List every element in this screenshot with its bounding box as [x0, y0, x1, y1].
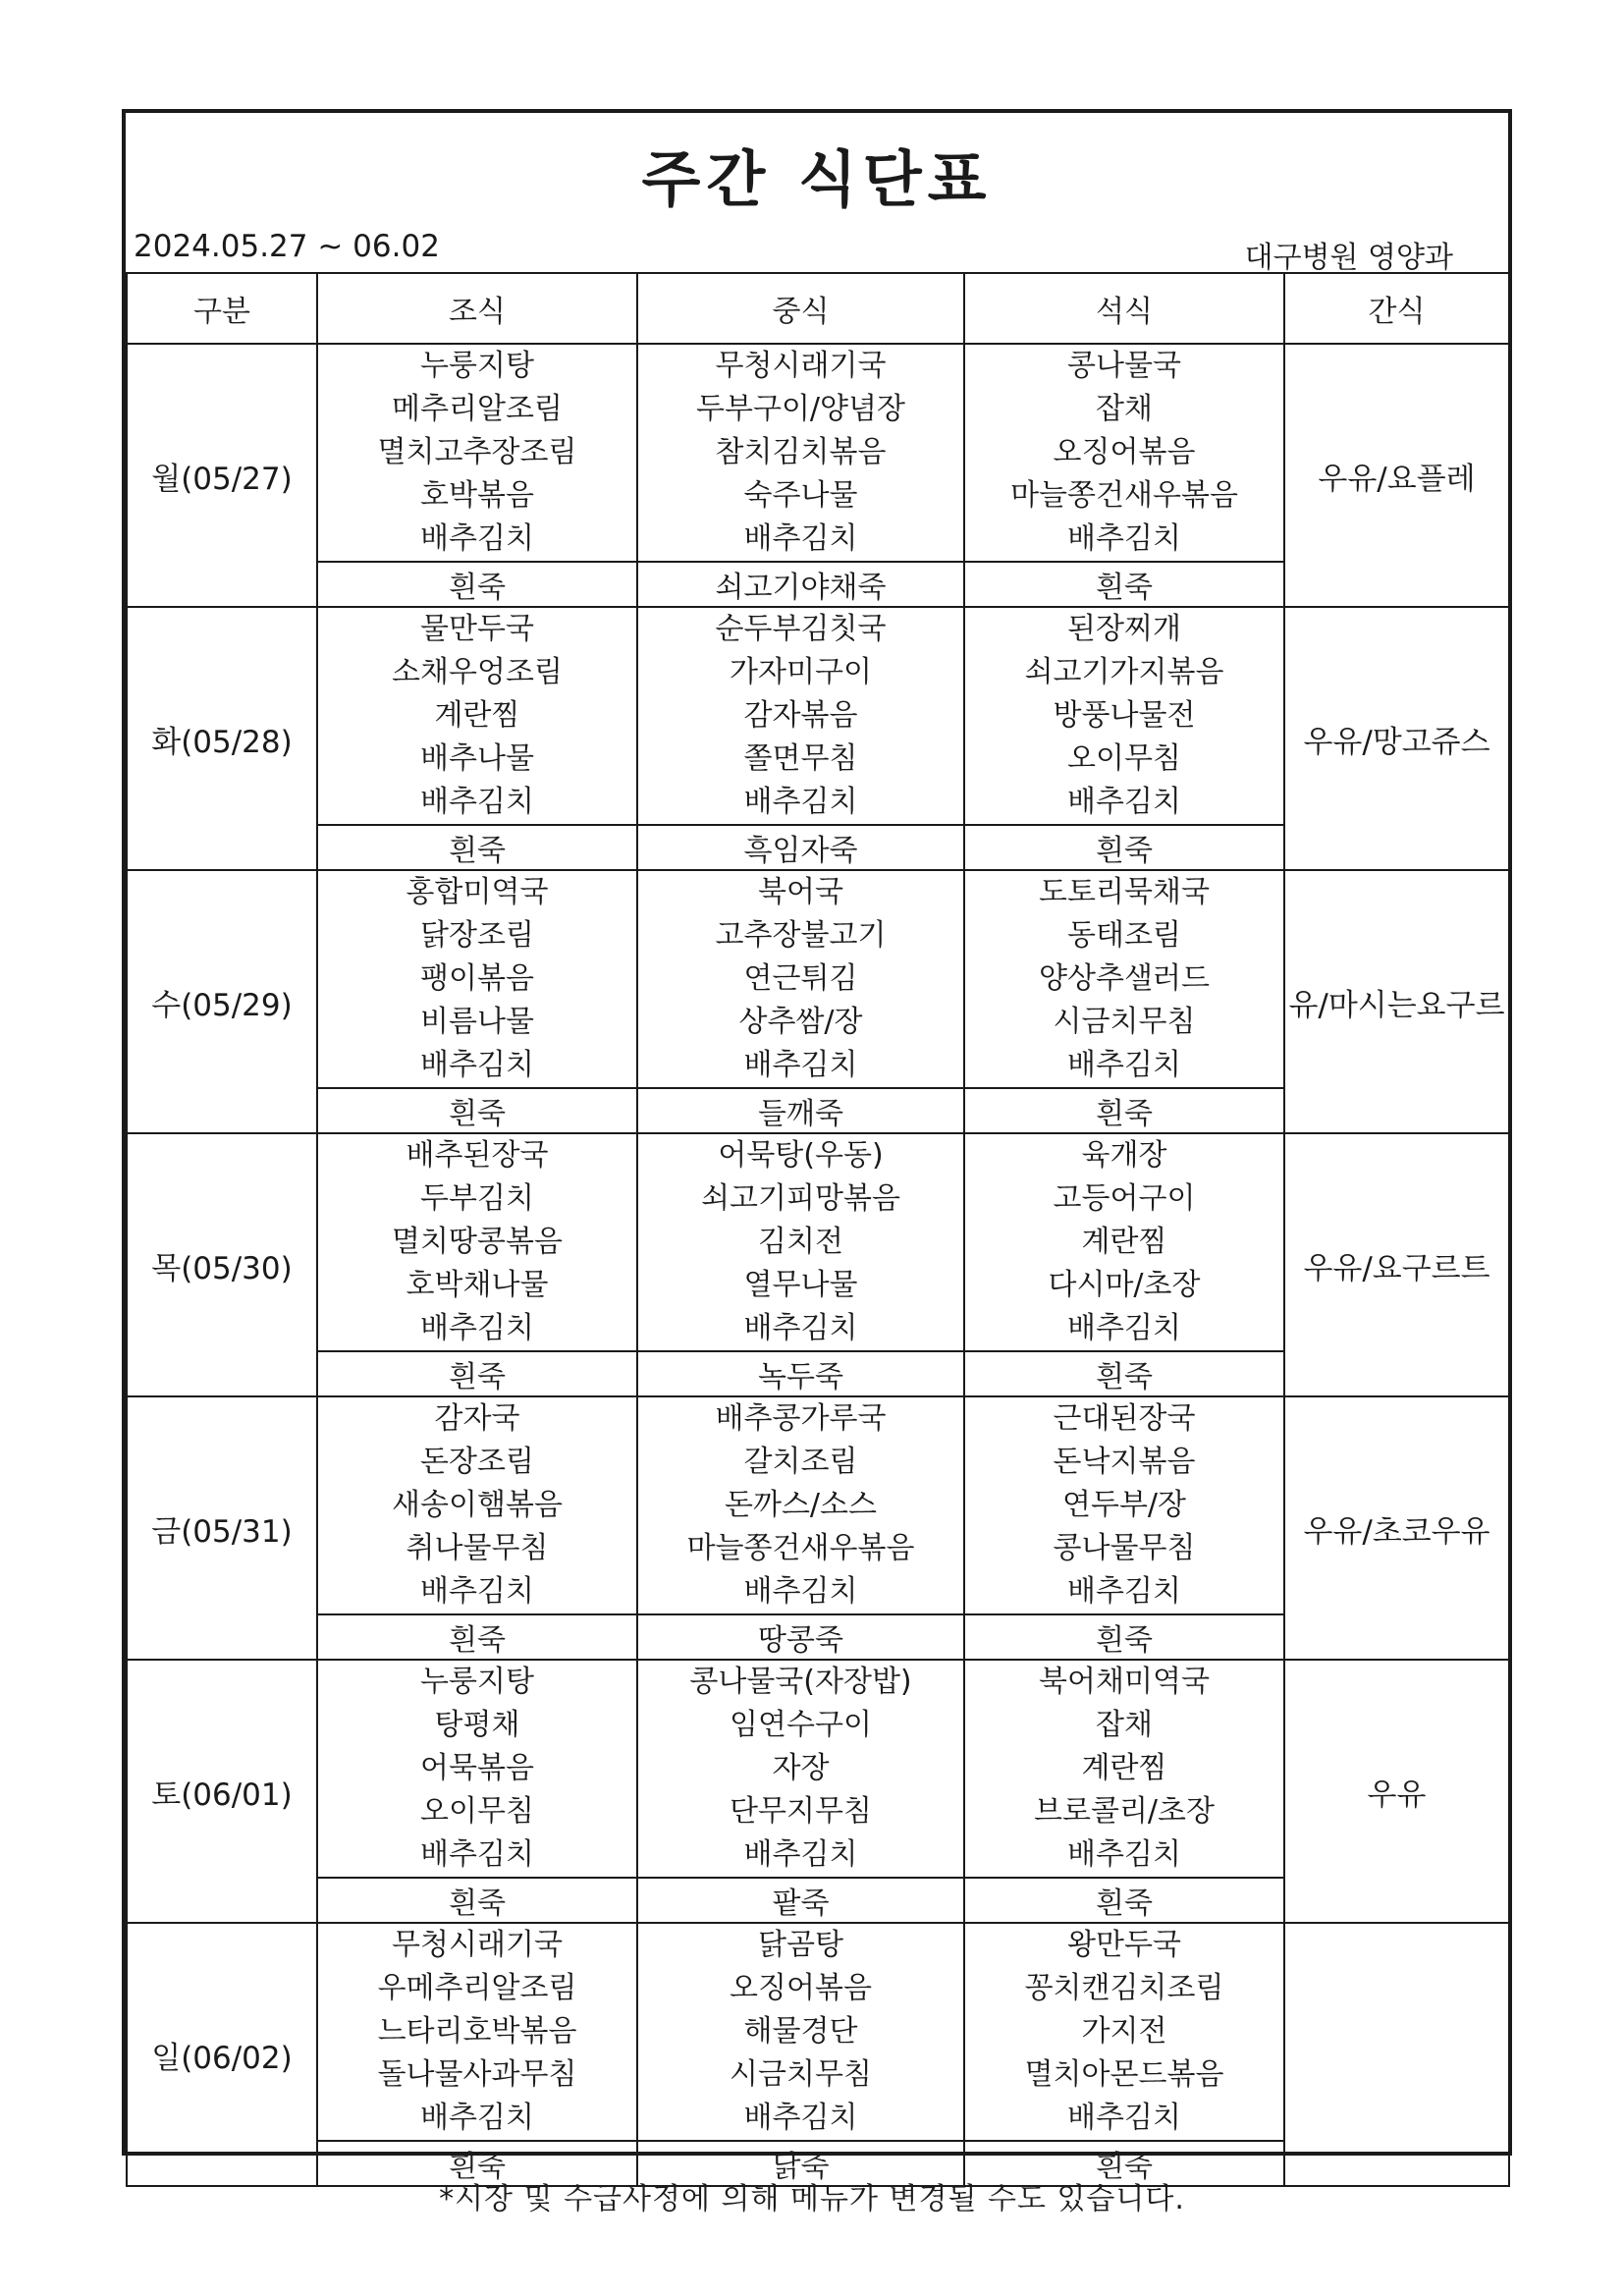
dinner-porridge: 흰죽: [964, 1351, 1284, 1396]
dinner-porridge: 흰죽: [964, 562, 1284, 607]
dish-item: 된장찌개: [1067, 612, 1181, 646]
lunch-porridge: 닭죽: [637, 2141, 964, 2186]
weekly-menu-table: [126, 272, 1510, 2187]
dish-item: 멸치고추장조림: [377, 435, 577, 469]
dish-item: 탕평채: [434, 1708, 520, 1742]
dish-item: 참치김치볶음: [715, 435, 887, 469]
dish-item: 왕만두국: [1067, 1928, 1181, 1962]
dish-item: 계란찜: [1081, 1751, 1167, 1785]
header-dinner: 석식: [964, 273, 1284, 344]
snack-item: 우유/요구르트: [1284, 1133, 1509, 1396]
dish-item: 배추김치: [743, 1048, 858, 1082]
dinner-menu: [964, 1133, 1284, 1351]
header-category: 구분: [127, 273, 317, 344]
dish-item: 잡채: [1096, 1708, 1153, 1742]
breakfast-menu: [317, 1133, 637, 1351]
dish-item: 배추김치: [743, 1311, 858, 1345]
day-label: 월(05/27): [127, 344, 317, 607]
day-label: 목(05/30): [127, 1133, 317, 1396]
dish-item: 쫄면무침: [743, 741, 858, 776]
dish-item: 우메추리알조림: [377, 1971, 577, 2005]
menu-body: [127, 344, 1509, 2186]
dish-item: 배추김치: [1067, 1311, 1181, 1345]
lunch-menu: [637, 1660, 964, 1878]
header-lunch: 중식: [637, 273, 964, 344]
dish-item: 소채우엉조림: [392, 655, 563, 689]
dish-item: 배추나물: [420, 741, 534, 776]
dish-item: 도토리묵채국: [1039, 875, 1210, 909]
dish-item: 임연수구이: [730, 1708, 872, 1742]
dish-item: 단무지무침: [730, 1794, 872, 1829]
dish-item: 연근튀김: [743, 961, 858, 996]
dish-item: 콩나물무침: [1053, 1531, 1196, 1565]
dish-item: 배추김치: [1067, 2101, 1181, 2135]
dish-item: 꽁치캔김치조림: [1024, 1971, 1224, 2005]
dish-item: 근대된장국: [1053, 1401, 1196, 1436]
dish-item: 새송이햄볶음: [392, 1488, 563, 1522]
day-row: [127, 1396, 1509, 1614]
dish-item: 콩나물국(자장밥): [689, 1665, 912, 1699]
dish-item: 닭장조림: [420, 918, 534, 953]
snack-item: 유/마시는요구르: [1284, 870, 1509, 1133]
dish-item: 순두부김칫국: [715, 612, 887, 646]
dish-item: 자장: [772, 1751, 830, 1785]
snack-item: 우유/망고쥬스: [1284, 607, 1509, 870]
day-row: [127, 1660, 1509, 1878]
dish-item: 오이무침: [420, 1794, 534, 1829]
dish-item: 돈까스/소스: [724, 1488, 877, 1522]
dinner-porridge: 흰죽: [964, 1614, 1284, 1660]
dish-item: 배추김치: [743, 785, 858, 819]
dish-item: 메추리알조림: [392, 392, 563, 426]
dish-item: 브로콜리/초장: [1034, 1794, 1215, 1829]
snack-item: 우유/초코우유: [1284, 1396, 1509, 1660]
dish-item: 배추콩가루국: [715, 1401, 887, 1436]
dish-item: 배추김치: [420, 521, 534, 556]
breakfast-porridge: 흰죽: [317, 1088, 637, 1133]
menu-sheet: [122, 109, 1512, 2184]
dish-item: 취나물무침: [406, 1531, 549, 1565]
dish-item: 해물경단: [743, 2014, 858, 2049]
lunch-porridge: 땅콩죽: [637, 1614, 964, 1660]
dish-item: 두부구이/양념장: [696, 392, 905, 426]
breakfast-porridge: 흰죽: [317, 1351, 637, 1396]
dish-item: 고등어구이: [1053, 1181, 1196, 1216]
lunch-menu: [637, 870, 964, 1088]
snack-item: 우유/요플레: [1284, 344, 1509, 607]
lunch-menu: [637, 344, 964, 562]
lunch-porridge: 쇠고기야채죽: [637, 562, 964, 607]
dish-item: 방풍나물전: [1053, 698, 1196, 733]
lunch-menu: [637, 1133, 964, 1351]
snack-item: 우유: [1284, 1660, 1509, 1923]
breakfast-menu: [317, 344, 637, 562]
dish-item: 숙주나물: [743, 478, 858, 513]
dinner-menu: [964, 1396, 1284, 1614]
dish-item: 육개장: [1081, 1138, 1167, 1173]
lunch-porridge: 팥죽: [637, 1878, 964, 1923]
dish-item: 돌나물사과무침: [377, 2057, 577, 2092]
lunch-menu: [637, 607, 964, 825]
department-name: 대구병원 영양과: [1244, 241, 1453, 275]
breakfast-porridge: 흰죽: [317, 1878, 637, 1923]
dish-item: 배추김치: [420, 1837, 534, 1872]
day-label: 화(05/28): [127, 607, 317, 870]
dish-item: 배추김치: [420, 1574, 534, 1609]
day-row: [127, 1923, 1509, 2141]
dish-item: 팽이볶음: [420, 961, 534, 996]
dish-item: 배추김치: [1067, 521, 1181, 556]
dish-item: 어묵볶음: [420, 1751, 534, 1785]
dish-item: 배추김치: [1067, 1837, 1181, 1872]
header-breakfast: 조식: [317, 273, 637, 344]
dish-item: 고추장불고기: [715, 918, 887, 953]
dinner-menu: [964, 1660, 1284, 1878]
dish-item: 계란찜: [1081, 1225, 1167, 1259]
dish-item: 상추쌈/장: [738, 1005, 863, 1039]
dish-item: 어묵탕(우동): [718, 1138, 884, 1173]
dish-item: 오이무침: [1067, 741, 1181, 776]
day-label: 수(05/29): [127, 870, 317, 1133]
lunch-porridge: 녹두죽: [637, 1351, 964, 1396]
dish-item: 배추김치: [1067, 1048, 1181, 1082]
dish-item: 연두부/장: [1061, 1488, 1187, 1522]
dinner-porridge: 흰죽: [964, 2141, 1284, 2186]
dish-item: 갈치조림: [743, 1445, 858, 1479]
dish-item: 시금치무침: [730, 2057, 872, 2092]
day-row: [127, 1133, 1509, 1351]
day-label: 토(06/01): [127, 1660, 317, 1923]
dish-item: 멸치아몬드볶음: [1024, 2057, 1224, 2092]
dish-item: 시금치무침: [1053, 1005, 1196, 1039]
dish-item: 무청시래기국: [392, 1928, 563, 1962]
lunch-menu: [637, 1396, 964, 1614]
dinner-menu: [964, 870, 1284, 1088]
day-row: [127, 344, 1509, 562]
dish-item: 다시마/초장: [1048, 1268, 1201, 1302]
header-row: [127, 273, 1509, 344]
lunch-porridge: 흑임자죽: [637, 825, 964, 870]
dish-item: 호박채나물: [406, 1268, 549, 1302]
breakfast-menu: [317, 870, 637, 1088]
dish-item: 호박볶음: [420, 478, 534, 513]
page-title: 주간 식단표: [641, 143, 993, 215]
dish-item: 배추김치: [420, 1048, 534, 1082]
dish-item: 배추김치: [743, 1574, 858, 1609]
dinner-porridge: 흰죽: [964, 1088, 1284, 1133]
dish-item: 감자볶음: [743, 698, 858, 733]
dish-item: 오징어볶음: [1053, 435, 1196, 469]
dinner-menu: [964, 607, 1284, 825]
dinner-porridge: 흰죽: [964, 825, 1284, 870]
breakfast-menu: [317, 607, 637, 825]
dish-item: 물만두국: [420, 612, 534, 646]
dish-item: 돈낙지볶음: [1053, 1445, 1196, 1479]
breakfast-porridge: 흰죽: [317, 562, 637, 607]
breakfast-porridge: 흰죽: [317, 1614, 637, 1660]
dish-item: 배추김치: [743, 2101, 858, 2135]
dish-item: 무청시래기국: [715, 349, 887, 383]
dish-item: 누룽지탕: [420, 1665, 534, 1699]
day-label: 일(06/02): [127, 1923, 317, 2186]
dish-item: 북어채미역국: [1039, 1665, 1210, 1699]
dish-item: 배추김치: [1067, 1574, 1181, 1609]
dinner-porridge: 흰죽: [964, 1878, 1284, 1923]
menu-period: 2024.05.27 ~ 06.02: [134, 229, 440, 264]
dish-item: 감자국: [434, 1401, 520, 1436]
dish-item: 마늘쫑건새우볶음: [686, 1531, 915, 1565]
header-snack: 간식: [1284, 273, 1509, 344]
lunch-porridge: 들깨죽: [637, 1088, 964, 1133]
day-label: 금(05/31): [127, 1396, 317, 1660]
dish-item: 배추김치: [743, 521, 858, 556]
breakfast-porridge: 흰죽: [317, 825, 637, 870]
day-row: [127, 870, 1509, 1088]
dish-item: 오징어볶음: [730, 1971, 872, 2005]
dish-item: 배추김치: [420, 785, 534, 819]
dish-item: 배추된장국: [406, 1138, 549, 1173]
dish-item: 가자미구이: [730, 655, 872, 689]
dish-item: 배추김치: [420, 2101, 534, 2135]
day-row: [127, 607, 1509, 825]
dish-item: 동태조림: [1067, 918, 1181, 953]
dish-item: 열무나물: [743, 1268, 858, 1302]
breakfast-menu: [317, 1660, 637, 1878]
dish-item: 쇠고기가지볶음: [1024, 655, 1224, 689]
dish-item: 잡채: [1096, 392, 1153, 426]
dish-item: 계란찜: [434, 698, 520, 733]
dish-item: 배추김치: [743, 1837, 858, 1872]
dish-item: 돈장조림: [420, 1445, 534, 1479]
breakfast-menu: [317, 1396, 637, 1614]
dish-item: 배추김치: [1067, 785, 1181, 819]
dish-item: 멸치땅콩볶음: [392, 1225, 563, 1259]
dish-item: 두부김치: [420, 1181, 534, 1216]
breakfast-porridge: 흰죽: [317, 2141, 637, 2186]
dinner-menu: [964, 344, 1284, 562]
dish-item: 양상추샐러드: [1039, 961, 1210, 996]
lunch-menu: [637, 1923, 964, 2141]
dish-item: 마늘쫑건새우볶음: [1010, 478, 1238, 513]
dish-item: 가지전: [1081, 2014, 1167, 2049]
breakfast-menu: [317, 1923, 637, 2141]
dish-item: 누룽지탕: [420, 349, 534, 383]
dinner-menu: [964, 1923, 1284, 2141]
dish-item: 비름나물: [420, 1005, 534, 1039]
dish-item: 쇠고기피망볶음: [701, 1181, 900, 1216]
dish-item: 배추김치: [420, 1311, 534, 1345]
dish-item: 김치전: [758, 1225, 843, 1259]
snack-item: [1284, 1923, 1509, 2186]
dish-item: 콩나물국: [1067, 349, 1181, 383]
footer-note: *시장 및 수급사정에 의해 메뉴가 변경될 수도 있습니다.: [439, 2182, 1185, 2216]
dish-item: 느타리호박볶음: [377, 2014, 577, 2049]
dish-item: 북어국: [758, 875, 843, 909]
dish-item: 홍합미역국: [406, 875, 549, 909]
dish-item: 닭곰탕: [758, 1928, 843, 1962]
